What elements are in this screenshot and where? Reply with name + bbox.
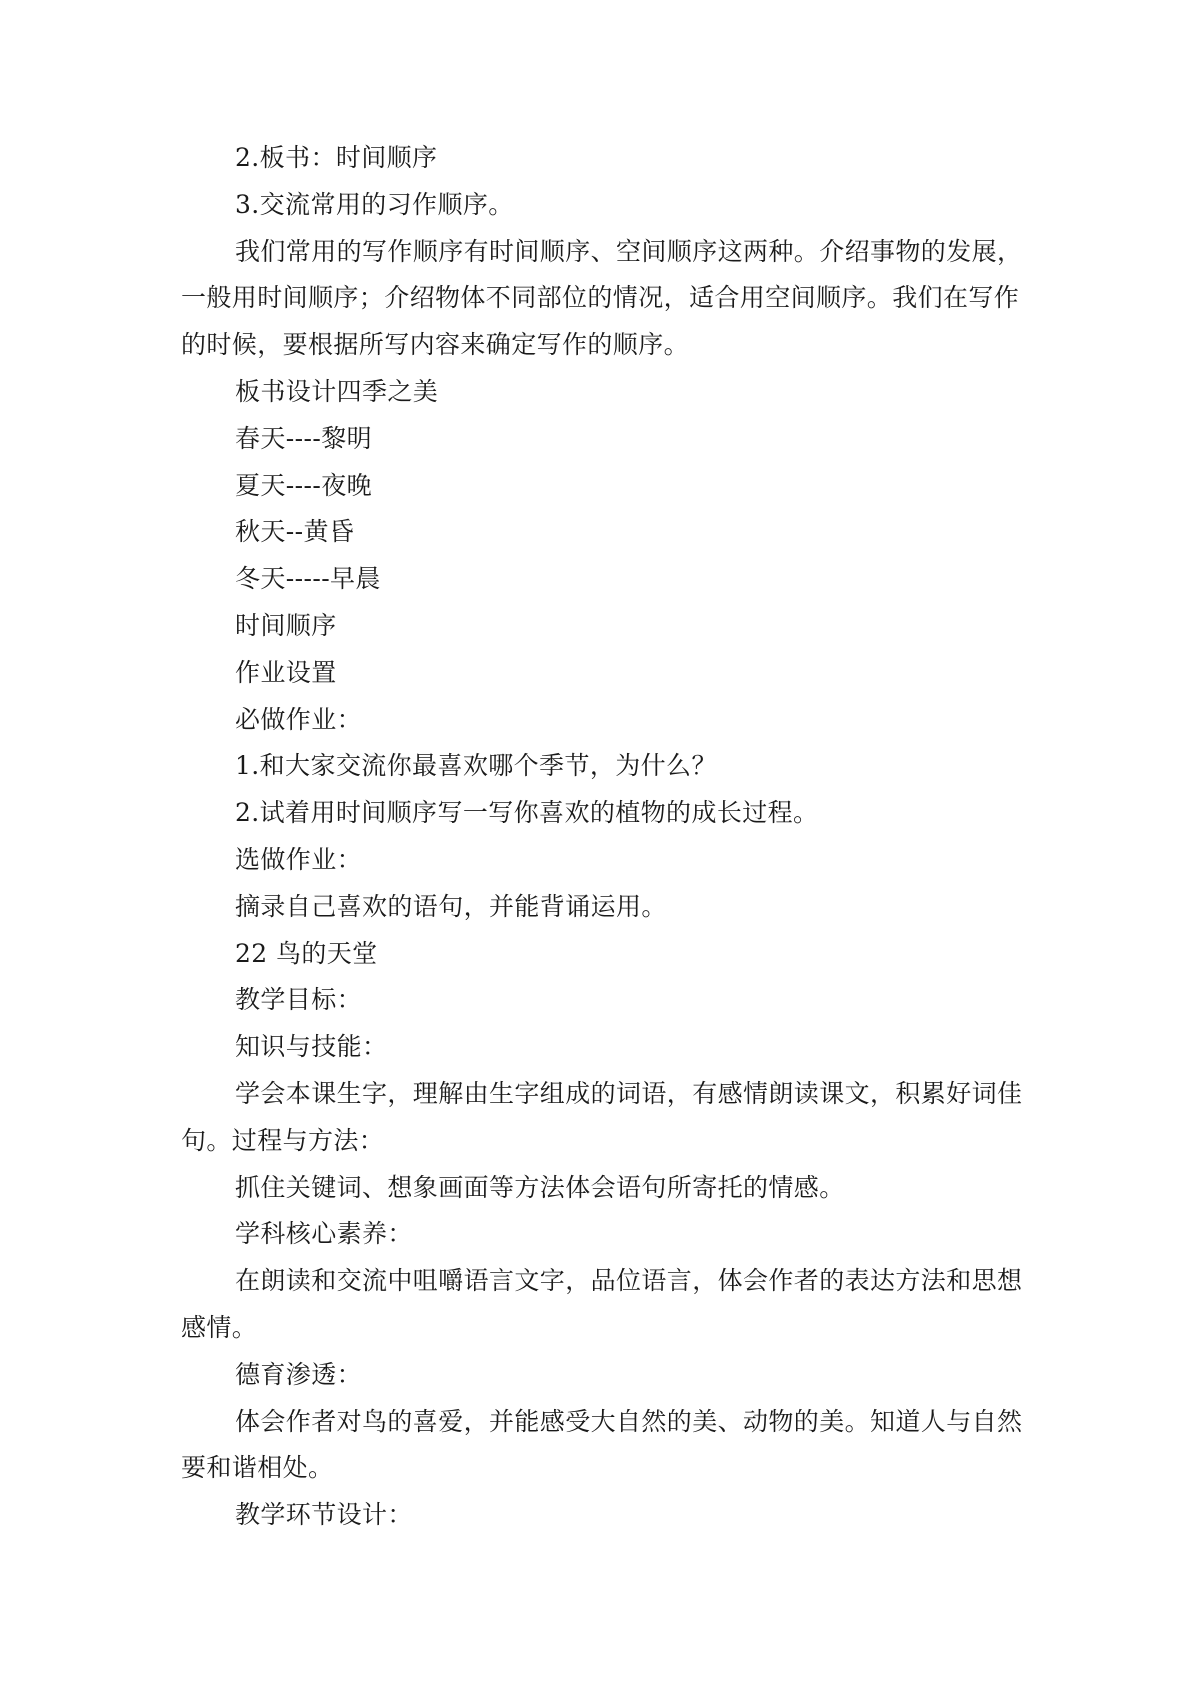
paragraph-excerpt: 摘录自己喜欢的语句，并能背诵运用。 [235, 891, 667, 921]
paragraph-knowledge-skills: 知识与技能： [235, 1032, 388, 1062]
paragraph-teaching-design: 教学环节设计： [235, 1500, 413, 1530]
paragraph-writing-order: 我们常用的写作顺序有时间顺序、空间顺序这两种。介绍事物的发展，一般用时间顺序；介绍物体不同部位的情况，适合用空间顺序。我们在写作的时候，要根据所写内容来确定写作的顺序。 [181, 236, 1023, 360]
paragraph-spring: 春天----黎明 [235, 423, 372, 453]
paragraph-key-words: 抓住关键词、想象画面等方法体会语句所寄托的情感。 [235, 1172, 845, 1202]
paragraph-learn-characters: 学会本课生字，理解由生字组成的词语，有感情朗读课文，积累好词佳句。过程与方法： [181, 1078, 1023, 1155]
paragraph-moral-education: 德育渗透： [235, 1359, 363, 1389]
paragraph-love-birds: 体会作者对鸟的喜爱，并能感受大自然的美、动物的美。知道人与自然要和谐相处。 [181, 1406, 1023, 1483]
paragraph-core-literacy: 学科核心素养： [235, 1219, 413, 1249]
paragraph-summer: 夏天----夜晚 [235, 470, 372, 500]
paragraph-exchange-order: 3.交流常用的习作顺序。 [235, 189, 514, 219]
paragraph-required-homework: 必做作业： [235, 704, 363, 734]
paragraph-autumn: 秋天--黄昏 [235, 517, 355, 547]
paragraph-reading-exchange: 在朗读和交流中咀嚼语言文字，品位语言，体会作者的表达方法和思想感情。 [181, 1266, 1023, 1342]
paragraph-time-order: 时间顺序 [235, 610, 337, 640]
paragraph-board-writing: 2.板书：时间顺序 [235, 143, 438, 172]
paragraph-board-design: 板书设计四季之美 [235, 376, 439, 406]
paragraph-teaching-goals: 教学目标： [235, 985, 363, 1015]
paragraph-homework: 作业设置 [235, 657, 337, 687]
paragraph-winter: 冬天-----早晨 [235, 564, 381, 594]
document-body [181, 135, 1041, 1539]
paragraph-optional-homework: 选做作业： [235, 844, 363, 874]
lesson-title: 22 鸟的天堂 [235, 938, 378, 968]
list-item-required-2: 2.试着用时间顺序写一写你喜欢的植物的成长过程。 [235, 798, 819, 828]
list-item-required-1: 1.和大家交流你最喜欢哪个季节，为什么？ [235, 751, 717, 781]
